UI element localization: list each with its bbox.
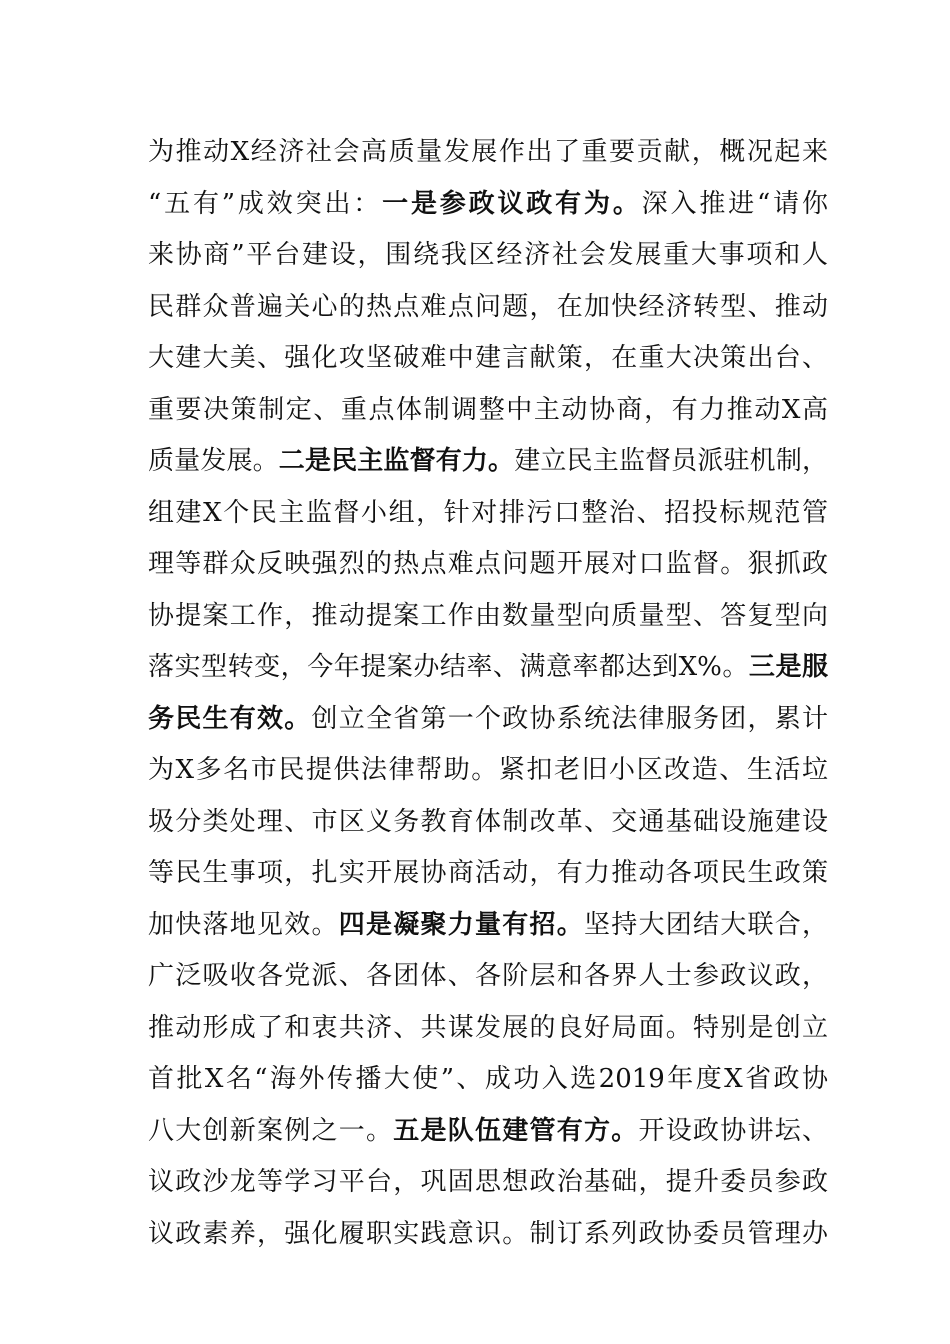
text-segment: 广泛吸收各党派、各团体、各阶层和各界人士参政议政，: [148, 961, 828, 991]
text-line: [148, 436, 828, 488]
text-segment: 深入推进“请你: [641, 188, 828, 219]
body-paragraph: [148, 127, 828, 1260]
text-segment: 为X多名市民提供法律帮助。紧扣老旧小区改造、生活垃: [148, 755, 828, 785]
text-segment: 推动形成了和衷共济、共谋发展的良好局面。特别是创立: [148, 1012, 828, 1043]
emphasized-phrase: 一是参政议政有为。: [382, 188, 642, 219]
text-segment: 组建X个民主监督小组，针对排污口整治、招投标规范管: [148, 497, 828, 528]
text-line: [148, 848, 828, 900]
text-line: [148, 694, 828, 746]
text-segment: 质量发展。: [148, 446, 279, 476]
text-segment: 协提案工作，推动提案工作由数量型向质量型、答复型向: [148, 600, 828, 631]
text-line: [148, 385, 828, 437]
emphasized-phrase: 四是凝聚力量有招。: [338, 909, 584, 940]
text-line: [148, 1106, 828, 1158]
text-line: [148, 797, 828, 849]
text-line: [148, 179, 828, 231]
text-line: [148, 1157, 828, 1209]
text-segment: 落实型转变，今年提案办结率、满意率都达到X%。: [148, 652, 749, 682]
text-line: [148, 282, 828, 334]
text-line: [148, 591, 828, 643]
text-segment: 等民生事项，扎实开展协商活动，有力推动各项民生政策: [148, 858, 828, 888]
emphasized-phrase: 务民生有效。: [148, 703, 312, 734]
text-segment: 重要决策制定、重点体制调整中主动协商，有力推动X高: [148, 394, 828, 425]
text-segment: 建立民主监督员派驻机制，: [514, 446, 828, 476]
text-line: [148, 539, 828, 591]
text-line: [148, 1209, 828, 1261]
text-segment: 来协商”平台建设，围绕我区经济社会发展重大事项和人: [148, 240, 828, 270]
text-line: [148, 642, 828, 694]
text-segment: “五有”成效突出：: [148, 188, 383, 219]
text-segment: 开设政协讲坛、: [638, 1115, 828, 1146]
emphasized-phrase: 二是民主监督有力。: [278, 446, 515, 476]
text-segment: 民群众普遍关心的热点难点问题，在加快经济转型、推动: [148, 291, 828, 322]
text-segment: 理等群众反映强烈的热点难点问题开展对口监督。狠抓政: [148, 549, 828, 579]
text-line: [148, 745, 828, 797]
text-segment: 为推动X经济社会高质量发展作出了重要贡献，概况起来: [148, 137, 828, 167]
text-line: [148, 1054, 828, 1106]
text-line: [148, 1003, 828, 1055]
text-segment: 大建大美、强化攻坚破难中建言献策，在重大决策出台、: [148, 343, 828, 373]
text-segment: 首批X名“海外传播大使”、成功入选2019年度X省政协: [148, 1064, 828, 1094]
text-line: [148, 488, 828, 540]
text-segment: 八大创新案例之一。: [148, 1115, 394, 1146]
emphasized-phrase: 五是队伍建管有方。: [393, 1115, 639, 1146]
text-segment: 议政素养，强化履职实践意识。制订系列政协委员管理办: [148, 1218, 828, 1249]
text-line: [148, 900, 828, 952]
text-line: [148, 951, 828, 1003]
text-segment: 圾分类处理、市区义务教育体制改革、交通基础设施建设: [148, 806, 828, 837]
text-line: [148, 230, 828, 282]
text-segment: 创立全省第一个政协系统法律服务团，累计: [311, 703, 828, 734]
text-line: [148, 333, 828, 385]
text-line: [148, 127, 828, 179]
text-segment: 坚持大团结大联合，: [583, 909, 828, 940]
text-segment: 议政沙龙等学习平台，巩固思想政治基础，提升委员参政: [148, 1167, 828, 1197]
emphasized-phrase: 三是服: [748, 652, 828, 682]
text-segment: 加快落地见效。: [148, 909, 339, 940]
